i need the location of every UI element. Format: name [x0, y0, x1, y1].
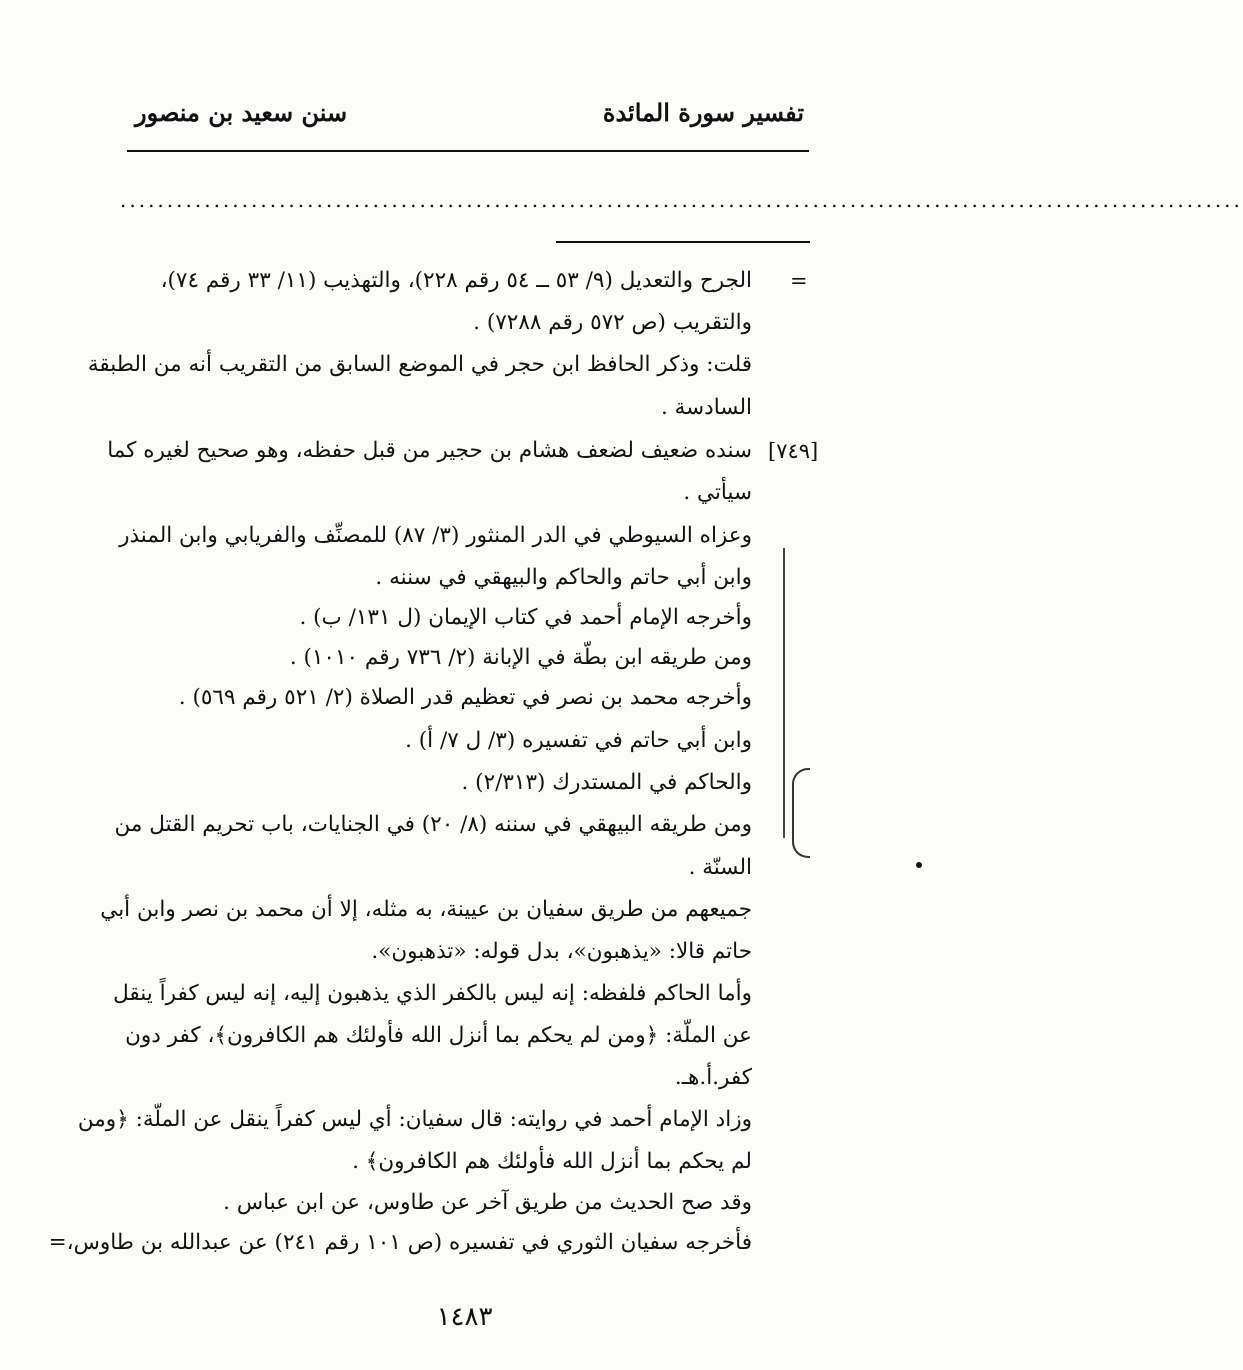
- text-line: وأما الحاكم فلفظه: إنه ليس بالكفر الذي يذهبون إليه، إنه ليس كفراً ينقل: [113, 981, 752, 1006]
- text-line: السادسة .: [660, 395, 752, 420]
- text-line: والحاكم في المستدرك (٢/٣١٣) .: [461, 770, 752, 795]
- text-line: وابن أبي حاتم في تفسيره (٣/ ل ٧/ أ) .: [405, 728, 752, 753]
- text-line: وأخرجه الإمام أحمد في كتاب الإيمان (ل ١٣١/ ب) .: [299, 605, 752, 630]
- footnote-number: [٧٤٩]: [768, 439, 819, 463]
- text-line: حاتم قالا: «يذهبون»، بدل قوله: «تذهبون».: [371, 939, 752, 964]
- text-line: لم يحكم بما أنزل الله فأولئك هم الكافرون﴾ .: [352, 1149, 752, 1174]
- text-line: ومن طريقه ابن بطّة في الإبانة (٢/ ٧٣٦ رقم ١٠١٠) .: [289, 645, 752, 670]
- text-line: ومن طريقه البيهقي في سننه (٨/ ٢٠) في الجنايات، باب تحريم القتل من: [114, 812, 752, 837]
- text-line: الجرح والتعديل (٩/ ٥٣ ــ ٥٤ رقم ٢٢٨)، والتهذيب (١١/ ٣٣ رقم ٧٤)،: [160, 268, 752, 293]
- margin-bar: [783, 548, 785, 838]
- dotted-separator: ........................................................................................................................: [120, 188, 1243, 212]
- text-line: كفر.أ.هـ.: [674, 1065, 752, 1090]
- text-line: وابن أبي حاتم والحاكم والبيهقي في سننه .: [375, 565, 752, 590]
- page-number: ١٤٨٣: [436, 1302, 493, 1332]
- header-rule: [127, 150, 809, 152]
- text-line: قلت: وذكر الحافظ ابن حجر في الموضع السابق من التقريب أنه من الطبقة: [87, 352, 752, 377]
- continuation-mark: =: [790, 269, 808, 293]
- text-line: وزاد الإمام أحمد في روايته: قال سفيان: أي ليس كفراً ينقل عن الملّة: ﴿ومن: [77, 1107, 752, 1132]
- text-line: سيأتي .: [683, 480, 752, 505]
- text-line: وقد صح الحديث من طريق آخر عن طاوس، عن ابن عباس .: [223, 1190, 752, 1215]
- margin-dot: [916, 862, 922, 868]
- text-line: عن الملّة: ﴿ومن لم يحكم بما أنزل الله فأولئك هم الكافرون﴾، كفر دون: [125, 1023, 752, 1048]
- text-line: السنّة .: [688, 855, 752, 880]
- footnote-rule: [556, 241, 810, 243]
- text-line: جميعهم من طريق سفيان بن عيينة، به مثله، إلا أن محمد بن نصر وابن أبي: [100, 897, 752, 922]
- text-line: وأخرجه محمد بن نصر في تعظيم قدر الصلاة (٢/ ٥٢١ رقم ٥٦٩) .: [178, 685, 752, 710]
- text-line: فأخرجه سفيان الثوري في تفسيره (ص ١٠١ رقم ٢٤١) عن عبدالله بن طاوس،=: [48, 1230, 752, 1255]
- text-line: والتقريب (ص ٥٧٢ رقم ٧٢٨٨) .: [473, 310, 752, 335]
- margin-bracket: [792, 768, 810, 858]
- text-line: وعزاه السيوطي في الدر المنثور (٣/ ٨٧) للمصنِّف والفريابي وابن المنذر: [119, 523, 752, 548]
- running-head-book: سنن سعيد بن منصور: [135, 98, 348, 127]
- running-head-surah: تفسير سورة المائدة: [602, 98, 804, 127]
- text-line: سنده ضعيف لضعف هشام بن حجير من قبل حفظه، وهو صحيح لغيره كما: [107, 438, 752, 463]
